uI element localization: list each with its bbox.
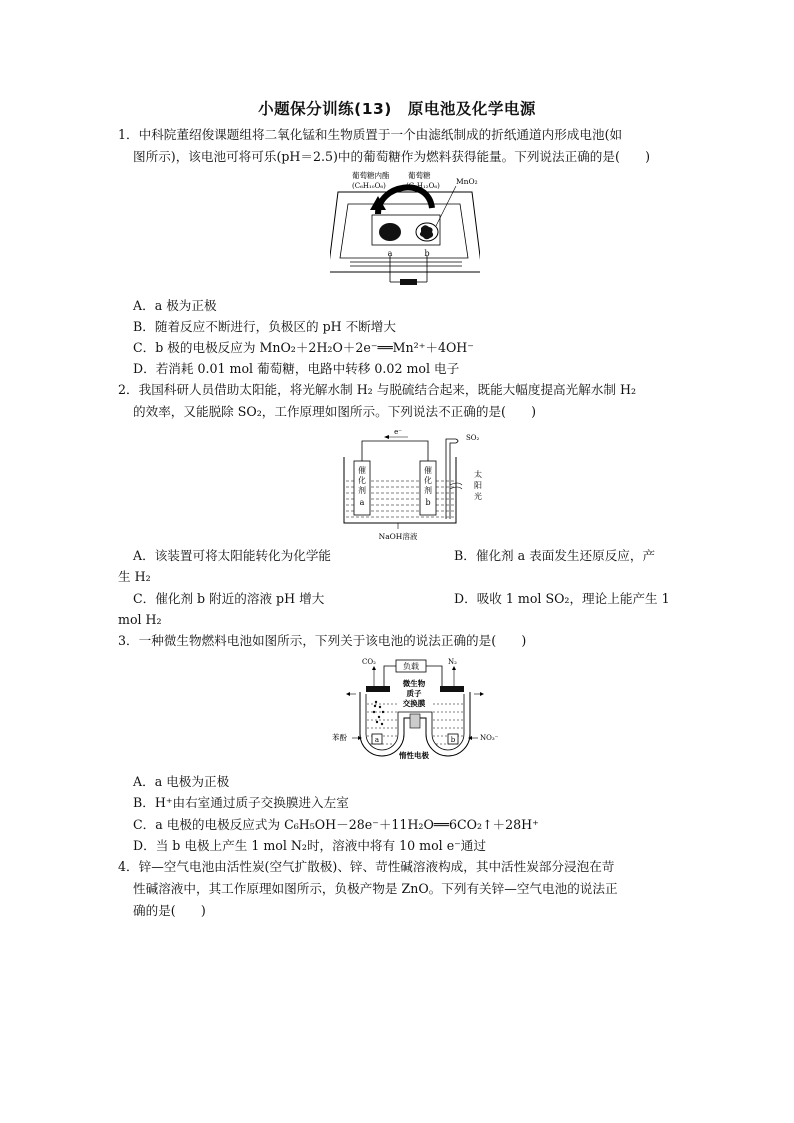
q1-option-d: D．若消耗 0.01 mol 葡萄糖，电路中转移 0.02 mol 电子 xyxy=(133,361,460,376)
q2-cat-a-char4: a xyxy=(359,498,365,507)
q3-fuel-cell-diagram xyxy=(330,654,500,764)
q2-cat-b-char2: 化 xyxy=(424,476,432,485)
q2-stem-line1: 2．我国科研人员借助太阳能，将光解水制 H₂ 与脱硫结合起来，既能大幅度提高光解水制 H₂ xyxy=(118,382,637,397)
q3-option-d: D．当 b 电极上产生 1 mol N₂时，溶液中将有 10 mol e⁻通过 xyxy=(133,838,486,853)
q1-pole-b: b xyxy=(424,249,430,258)
q2-cat-b-char4: b xyxy=(425,498,431,507)
q3-n2-label: N₂ xyxy=(448,658,457,666)
q2-sun-char3: 光 xyxy=(474,492,482,501)
q2-sun-char2: 阳 xyxy=(474,481,482,490)
q2-electron-label: e⁻ xyxy=(394,428,402,436)
q3-load-label: 负载 xyxy=(403,662,419,671)
q3-no3-label: NO₃⁻ xyxy=(480,734,499,742)
q3-option-b: B．H⁺由右室通过质子交换膜进入左室 xyxy=(133,795,349,810)
q1-label-glucose: 葡萄糖 xyxy=(408,171,431,180)
q1-battery-diagram xyxy=(330,170,480,290)
q2-solution-label: NaOH溶液 xyxy=(378,532,418,541)
q1-stem-line1: 1．中科院董绍俊课题组将二氧化锰和生物质置于一个由滤纸制成的折纸通道内形成电池(如 xyxy=(118,127,623,142)
q3-phenol-label: 苯酚 xyxy=(332,733,347,742)
q2-option-d-line1: D．吸收 1 mol SO₂，理论上能产生 1 xyxy=(454,591,670,606)
q2-option-c: C．催化剂 b 附近的溶液 pH 增大 xyxy=(133,591,325,606)
q1-stem-line2: 图所示)，该电池可将可乐(pH＝2.5)中的葡萄糖作为燃料获得能量。下列说法正确的是( ) xyxy=(133,149,651,164)
q2-cat-a-char1: 催 xyxy=(358,466,366,475)
q2-cat-b-char3: 剂 xyxy=(424,486,432,495)
q2-option-a: A．该装置可将太阳能转化为化学能 xyxy=(133,548,332,563)
q1-option-a: A．a 极为正极 xyxy=(133,298,217,313)
q3-option-c: C．a 电极的电极反应式为 C₆H₅OH－28e⁻＋11H₂O══6CO₂↑＋28H⁺ xyxy=(133,817,539,832)
q3-pole-a: a xyxy=(374,736,380,744)
q3-membrane-label-2: 交换膜 xyxy=(402,699,426,708)
q3-pole-b: b xyxy=(450,736,456,744)
q2-cat-b-char1: 催 xyxy=(424,466,432,475)
q4-stem-line2: 性碱溶液中，其工作原理如图所示，负极产物是 ZnO。下列有关锌—空气电池的说法正 xyxy=(133,881,618,896)
q2-option-b-line2: 生 H₂ xyxy=(118,569,151,584)
q3-figure xyxy=(330,654,500,768)
q4-stem-line1: 4．锌—空气电池由活性炭(空气扩散极)、锌、苛性碱溶液构成，其中活性炭部分浸泡在苛 xyxy=(118,859,615,874)
q3-membrane-label-1: 质子 xyxy=(406,689,422,698)
q1-label-lactone-formula: (C₆H₁₀O₆) xyxy=(352,182,386,190)
q2-cat-a-char2: 化 xyxy=(358,476,366,485)
q2-sun-char1: 太 xyxy=(474,470,482,479)
q1-label-mno2: MnO₂ xyxy=(456,177,478,186)
q1-option-c: C．b 极的电极反应为 MnO₂＋2H₂O＋2e⁻══Mn²⁺＋4OH⁻ xyxy=(133,340,474,355)
q2-option-d-line2: mol H₂ xyxy=(118,612,162,627)
q3-inert-electrode-label: 惰性电极 xyxy=(399,751,429,760)
q3-microbe-label: 微生物 xyxy=(402,679,426,688)
q2-cat-a-char3: 剂 xyxy=(358,486,366,495)
q4-stem-line3: 确的是( ) xyxy=(133,903,206,918)
q1-figure xyxy=(330,170,480,294)
q2-option-b-line1: B．催化剂 a 表面发生还原反应，产 xyxy=(454,548,656,563)
q2-so2-label: SO₂ xyxy=(466,434,480,442)
q3-co2-label: CO₂ xyxy=(362,658,376,666)
q1-pole-a: a xyxy=(387,249,393,258)
q3-option-a: A．a 电极为正极 xyxy=(133,774,230,789)
q1-option-b: B．随着反应不断进行，负极区的 pH 不断增大 xyxy=(133,319,396,334)
page-title: 小题保分训练(13) 原电池及化学电源 xyxy=(258,100,536,118)
q2-figure xyxy=(334,425,494,547)
q2-electrolysis-diagram xyxy=(334,425,494,543)
q3-stem: 3．一种微生物燃料电池如图所示，下列关于该电池的说法正确的是( ) xyxy=(118,633,527,648)
q1-label-glucose-formula: (C₆H₁₂O₆) xyxy=(406,182,440,190)
q1-label-lactone: 葡萄糖内酯 xyxy=(352,171,390,180)
q2-stem-line2: 的效率，又能脱除 SO₂，工作原理如图所示。下列说法不正确的是( ) xyxy=(133,404,537,419)
